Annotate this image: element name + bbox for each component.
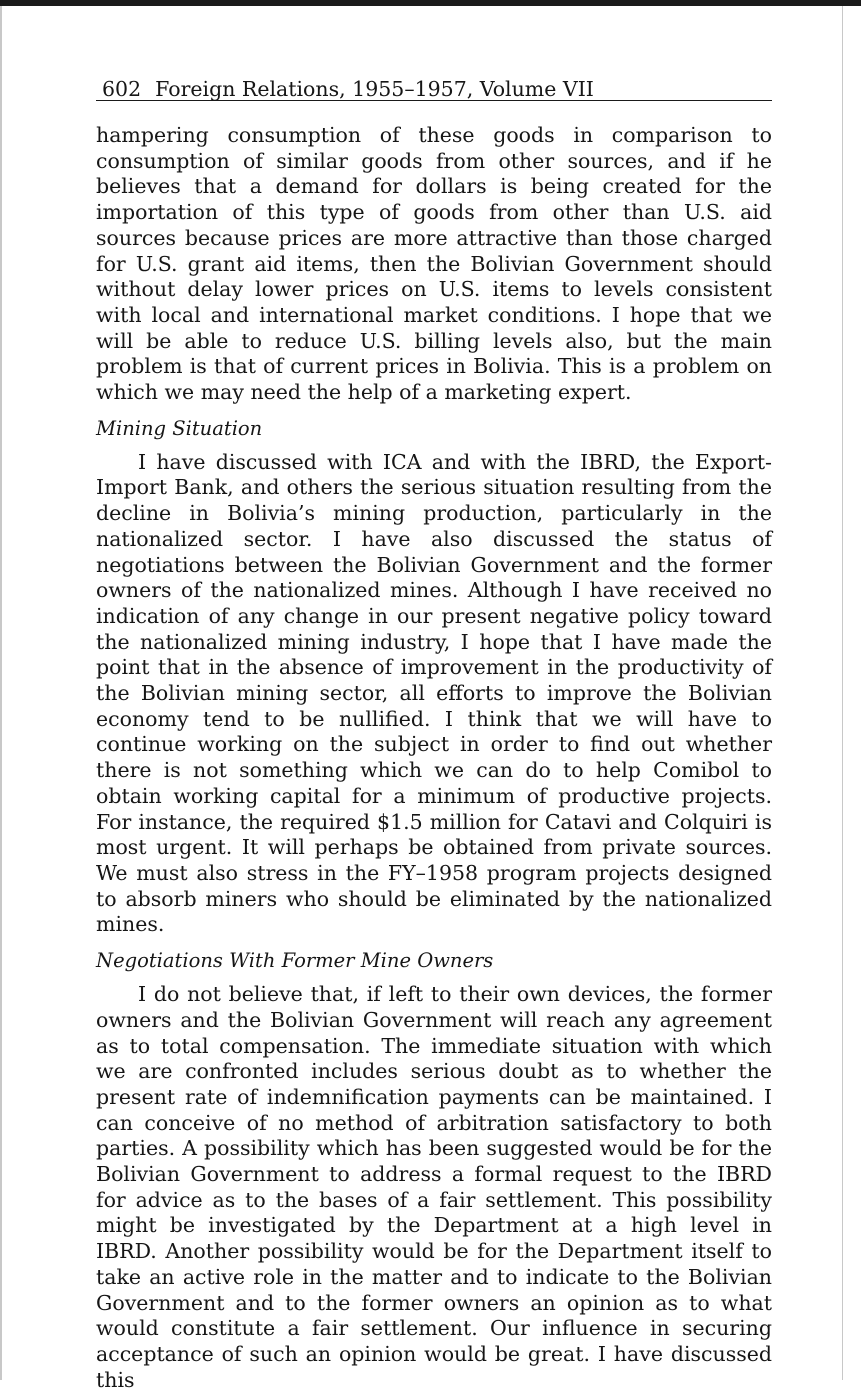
page-right-edge [842,6,843,1380]
paragraph-mining-situation: I have discussed with ICA and with the IBRD, the Export-Import Bank, and others the serious situation resulting from the decline in Bolivia’s mining production, particularly in the nationalized sector. I have also discussed the status of negotiations between the Bolivian Government and the former owners of the nationalized mines. Although I have received no indication of any change in our present negative policy toward the nationalized mining industry, I hope that I have made the point that in the absence of improvement in the productivity of the Bolivian mining sector, all efforts to improve the Bolivian economy tend to be nullified. I think that we will have to continue working on the subject in order to find out whether there is not something which we can do to help Comibol to obtain working capital for a minimum of productive projects. For instance, the required $1.5 million for Catavi and Colquiri is most urgent. It will perhaps be obtained from private sources. We must also stress in the FY–1958 program projects designed to absorb miners who should be eliminated by the nationalized mines. [96,449,772,937]
section-heading-negotiations: Negotiations With Former Mine Owners [96,949,494,973]
paragraph-negotiations: I do not believe that, if left to their own devices, the former owners and the Bolivian Government will reach any agreement as to total compensation. The immediate situation with which we are confronted includes serious doubt as to whether the present rate of indemnification payments can be maintained. I can conceive of no method of arbitration satisfactory to both parties. A possibility which has been suggested would be for the Bolivian Government to address a formal request to the IBRD for advice as to the bases of a fair settlement. This possibility might be investigated by the Department at a high level in IBRD. Another possibility would be for the Department itself to take an active role in the matter and to indicate to the Bolivian Government and to the former owners an opinion as to what would constitute a fair settlement. Our influence in securing acceptance of such an opinion would be great. I have discussed this [96,982,772,1392]
page-number: 602 [102,77,142,101]
body-text [96,123,772,1393]
page-left-edge [0,6,2,1380]
page-top-border [0,0,861,6]
document-page [96,72,772,1393]
paragraph-continued: hampering consumption of these goods in comparison to consumption of similar goods from other sources, and if he believes that a demand for dollars is being created for the importation of this type of goods from other than U.S. aid sources because prices are more attractive than those charged for U.S. grant aid items, then the Bolivian Government should without delay lower prices on U.S. items to levels consistent with local and international market conditions. I hope that we will be able to reduce U.S. billing levels also, but the main problem is that of current prices in Bolivia. This is a problem on which we may need the help of a marketing expert. [96,123,772,405]
section-heading-mining-situation: Mining Situation [96,416,263,440]
running-head [96,72,772,101]
running-head-title: Foreign Relations, 1955–1957, Volume VII [155,77,594,101]
